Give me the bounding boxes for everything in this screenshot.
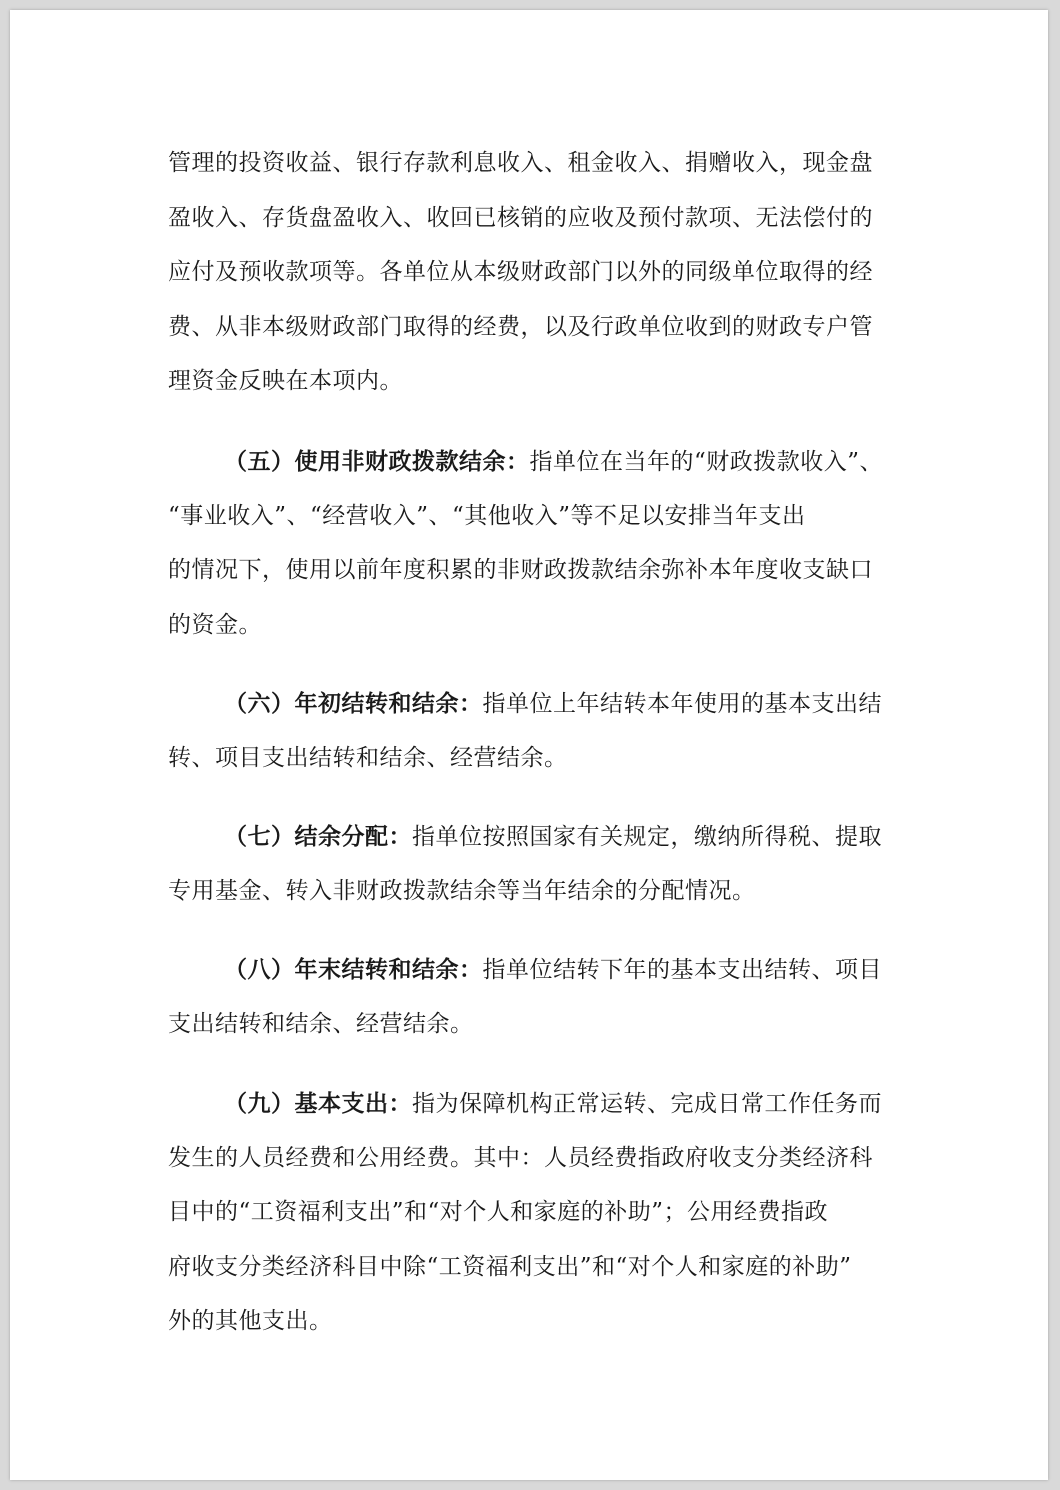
item-5-term: （五）使用非财政拨款结余： <box>224 448 530 475</box>
item-6-term: （六）年初结转和结余： <box>224 690 483 717</box>
paragraph-line: 支出结转和结余、经营结余。 <box>168 1011 474 1037</box>
item-5-first-line <box>224 447 883 477</box>
item-9-first-line <box>224 1089 882 1119</box>
paragraph-line: 转、项目支出结转和结余、经营结余。 <box>168 745 568 771</box>
paragraph-line: “事业收入”、“经营收入”、“其他收入”等不足以安排当年支出 <box>168 503 806 529</box>
item-8-term: （八）年末结转和结余： <box>224 956 483 983</box>
item-6-definition: 指单位上年结转本年使用的基本支出结 <box>482 691 882 717</box>
item-6-first-line <box>224 689 882 719</box>
paragraph-line: 应付及预收款项等。各单位从本级财政部门以外的同级单位取得的经 <box>168 259 873 285</box>
item-7-definition: 指单位按照国家有关规定，缴纳所得税、提取 <box>412 824 882 850</box>
item-8-first-line <box>224 955 882 985</box>
item-9-term: （九）基本支出： <box>224 1090 412 1117</box>
paragraph-line: 理资金反映在本项内。 <box>168 368 403 394</box>
item-9-definition: 指为保障机构正常运转、完成日常工作任务而 <box>412 1091 882 1117</box>
item-8-definition: 指单位结转下年的基本支出结转、项目 <box>482 957 882 983</box>
paragraph-line: 费、从非本级财政部门取得的经费，以及行政单位收到的财政专户管 <box>168 314 873 340</box>
paragraph-line: 府收支分类经济科目中除“工资福利支出”和“对个人和家庭的补助” <box>168 1254 852 1280</box>
document-page <box>10 10 1048 1480</box>
paragraph-line: 外的其他支出。 <box>168 1308 333 1334</box>
paragraph-line: 管理的投资收益、银行存款利息收入、租金收入、捐赠收入，现金盘 <box>168 150 873 176</box>
paragraph-line: 的情况下，使用以前年度积累的非财政拨款结余弥补本年度收支缺口 <box>168 557 873 583</box>
item-7-first-line <box>224 822 882 852</box>
paragraph-line: 发生的人员经费和公用经费。其中：人员经费指政府收支分类经济科 <box>168 1145 873 1171</box>
item-5-definition: 指单位在当年的“财政拨款收入”、 <box>529 449 884 475</box>
paragraph-line: 专用基金、转入非财政拨款结余等当年结余的分配情况。 <box>168 878 756 904</box>
paragraph-line: 的资金。 <box>168 612 262 638</box>
paragraph-line: 目中的“工资福利支出”和“对个人和家庭的补助”；公用经费指政 <box>168 1199 829 1225</box>
item-7-term: （七）结余分配： <box>224 823 412 850</box>
paragraph-line: 盈收入、存货盘盈收入、收回已核销的应收及预付款项、无法偿付的 <box>168 205 873 231</box>
